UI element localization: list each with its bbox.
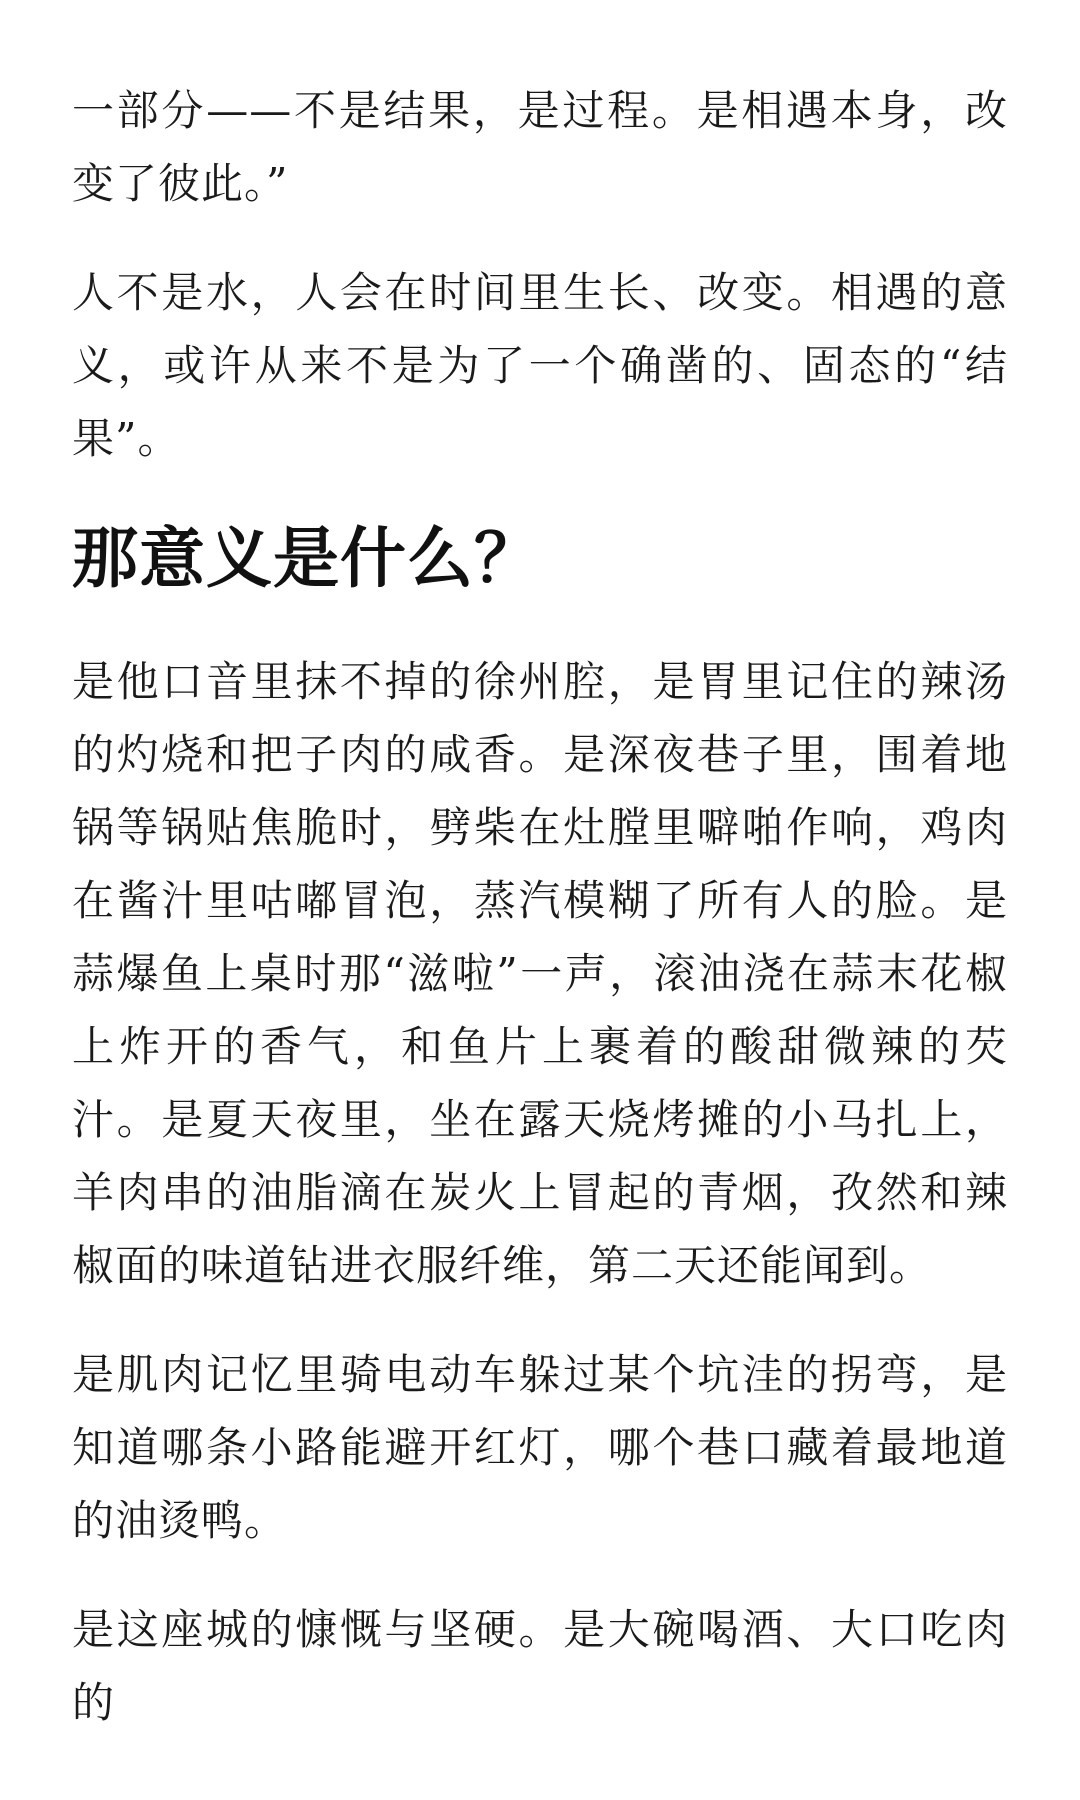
- paragraph: 是他口音里抹不掉的徐州腔，是胃里记住的辣汤的灼烧和把子肉的咸香。是深夜巷子里，围着地锅等锅贴焦脆时，劈柴在灶膛里噼啪作响，鸡肉在酱汁里咕嘟冒泡，蒸汽模糊了所有人的脸。是蒜爆鱼上桌时那“滋啦”一声，滚油浇在蒜末花椒上炸开的香气，和鱼片上裹着的酸甜微辣的芡汁。是夏天夜里，坐在露天烧烤摊的小马扎上，羊肉串的油脂滴在炭火上冒起的青烟，孜然和辣椒面的味道钻进衣服纤维，第二天还能闻到。: [72, 657, 1008, 1290]
- paragraph: 一部分——不是结果，是过程。是相遇本身，改变了彼此。”: [72, 86, 1008, 208]
- section-heading: 那意义是什么？: [72, 519, 541, 597]
- article-body: [72, 74, 1008, 1775]
- paragraph: 是这座城的慷慨与坚硬。是大碗喝酒、大口吃肉的: [72, 1605, 1008, 1727]
- paragraph: 是肌肉记忆里骑电动车躲过某个坑洼的拐弯，是知道哪条小路能避开红灯，哪个巷口藏着最地道的油烫鸭。: [72, 1350, 1008, 1545]
- paragraph: 人不是水，人会在时间里生长、改变。相遇的意义，或许从来不是为了一个确凿的、固态的“结果”。: [72, 268, 1008, 463]
